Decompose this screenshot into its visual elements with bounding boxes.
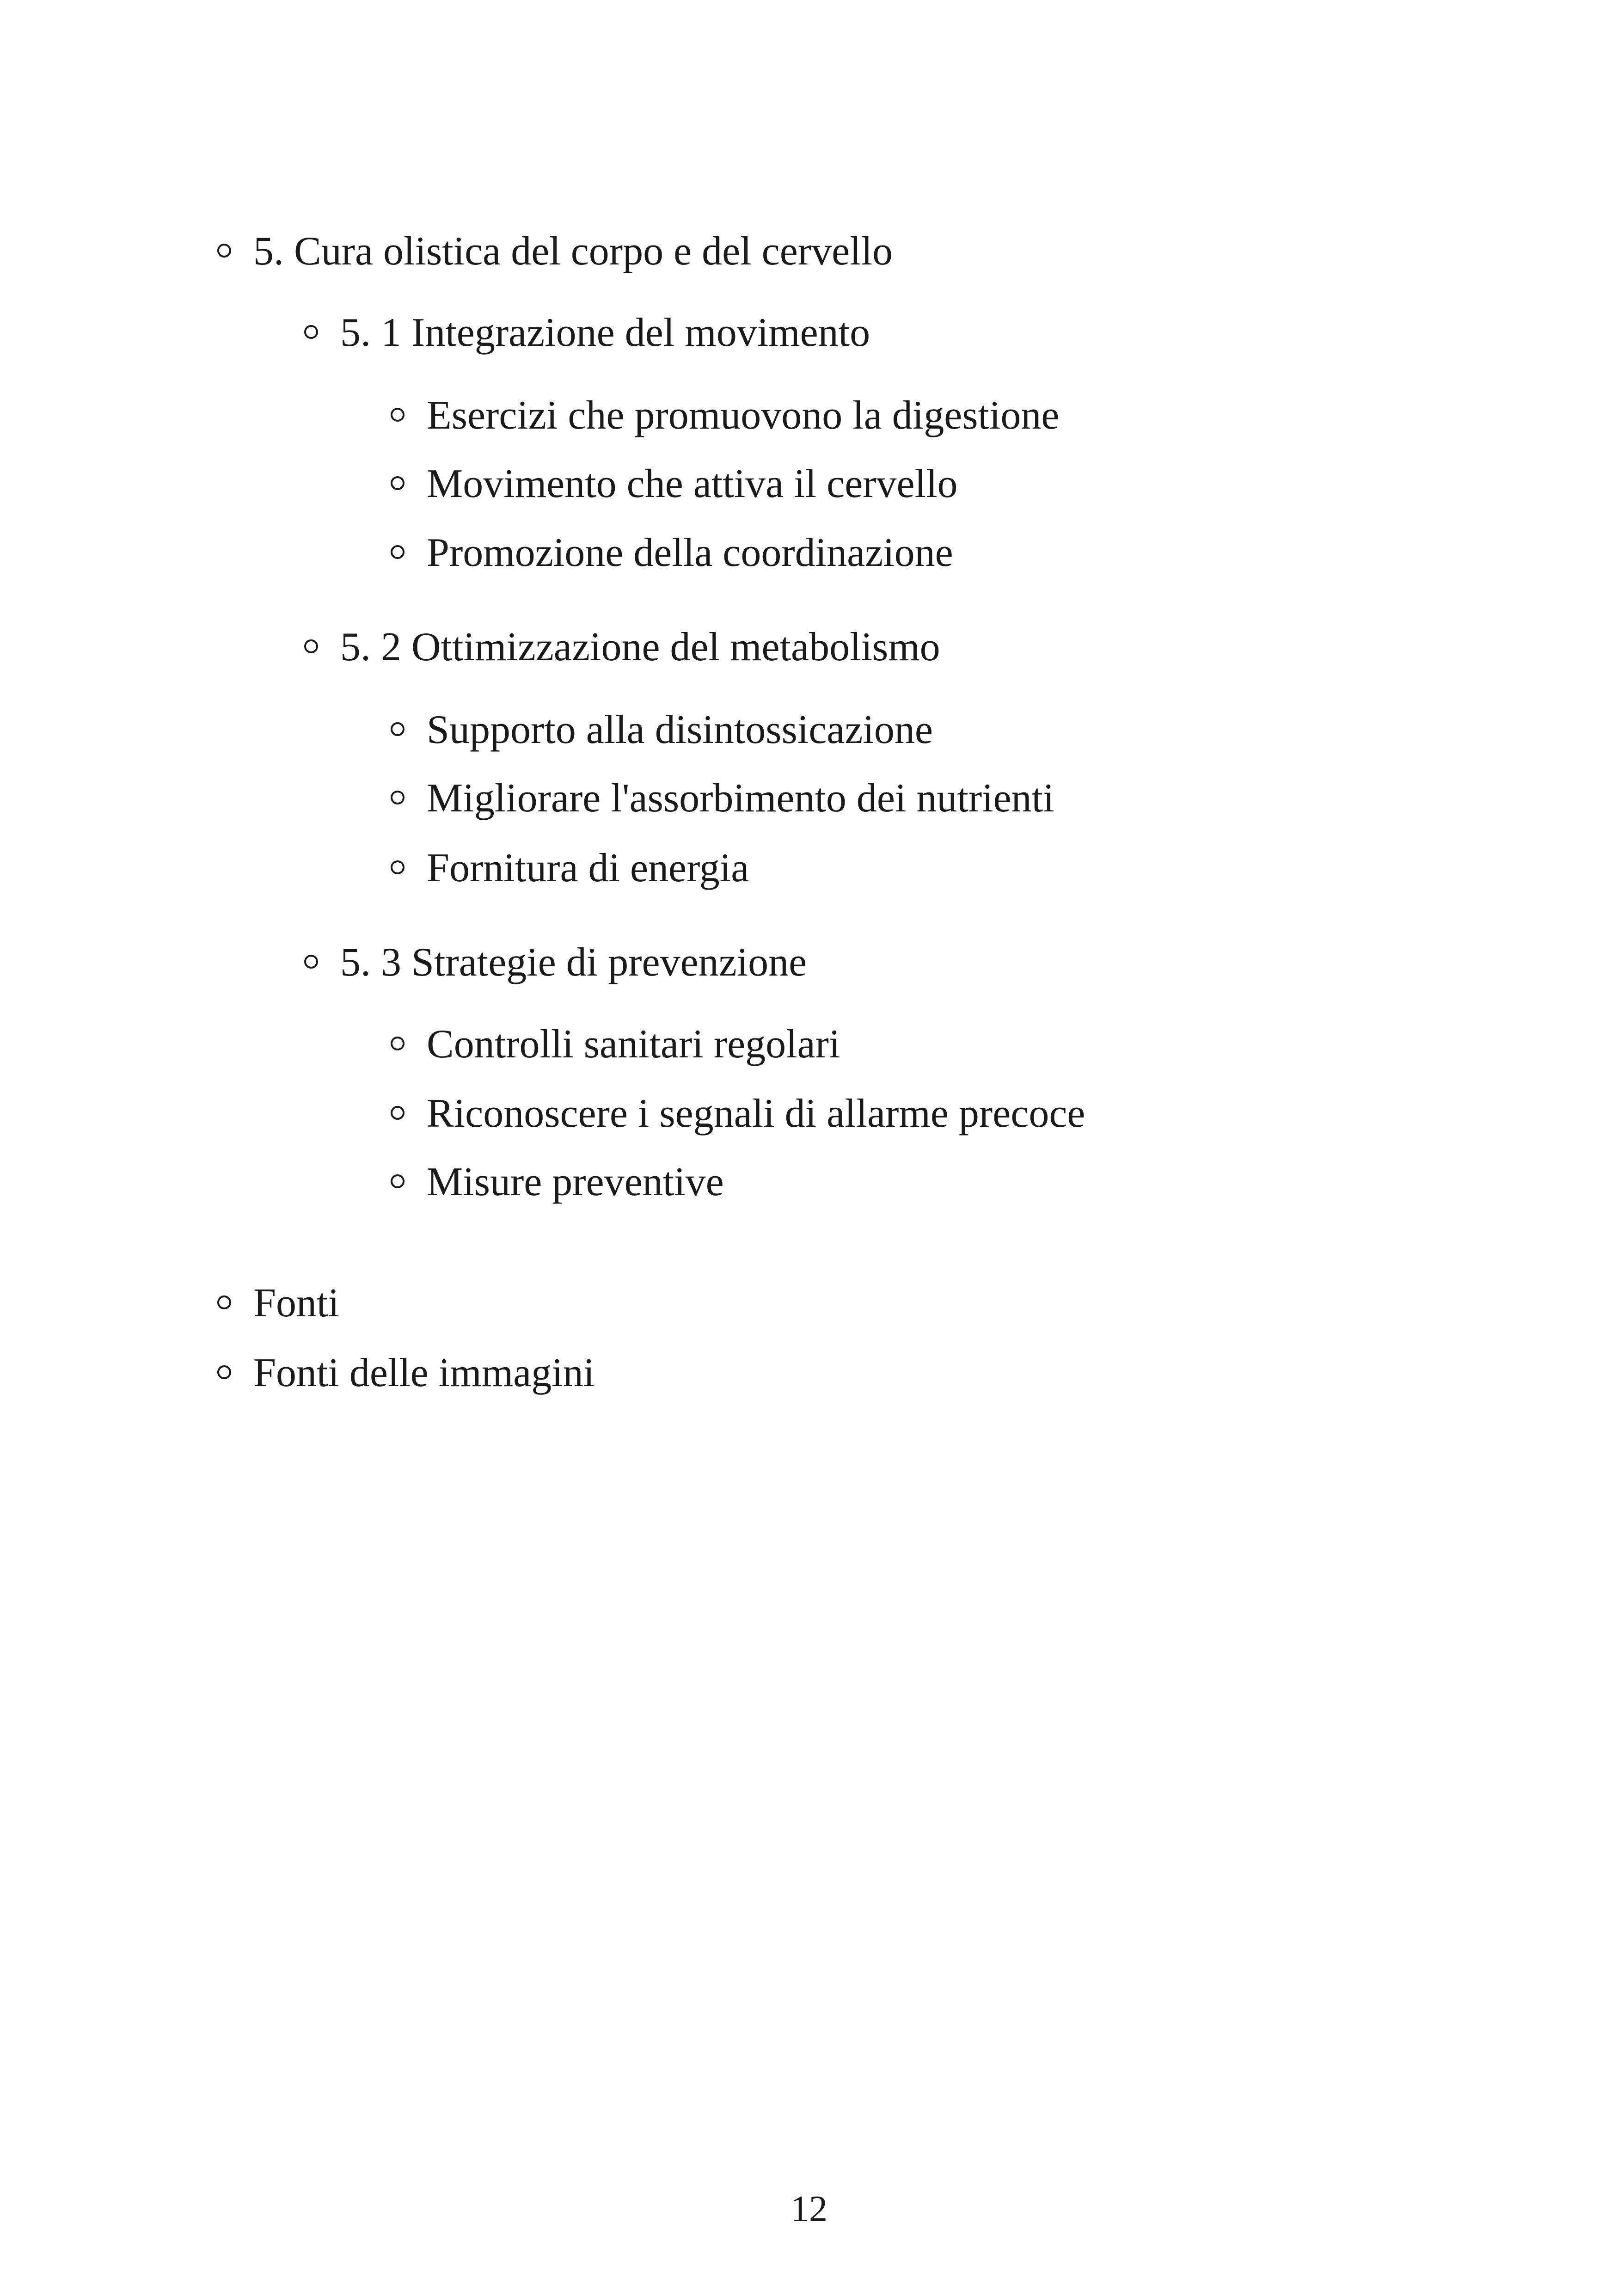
- toc-entry-label: 5. 1 Integrazione del movimento: [340, 310, 870, 355]
- toc-entry-section-5[interactable]: [217, 231, 893, 272]
- toc-entry-label: Riconoscere i segnali di allarme precoce: [427, 1091, 1085, 1136]
- toc-entry-section-5-3[interactable]: [304, 942, 807, 983]
- toc-entry-label: Movimento che attiva il cervello: [427, 461, 958, 506]
- toc-entry-sources[interactable]: [217, 1283, 339, 1324]
- circle-bullet-icon: [391, 1174, 404, 1188]
- toc-entry-label: Controlli sanitari regolari: [427, 1022, 840, 1067]
- circle-bullet-icon: [304, 325, 318, 339]
- circle-bullet-icon: [391, 860, 404, 874]
- toc-entry-label: Fonti delle immagini: [253, 1351, 595, 1395]
- circle-bullet-icon: [217, 1365, 231, 1379]
- toc-entry-label: 5. 2 Ottimizzazione del metabolismo: [340, 625, 940, 669]
- toc-entry-image-sources[interactable]: [217, 1353, 594, 1394]
- circle-bullet-icon: [391, 545, 404, 559]
- toc-entry-item[interactable]: [391, 848, 749, 889]
- circle-bullet-icon: [217, 244, 231, 258]
- toc-entry-label: 5. 3 Strategie di prevenzione: [340, 940, 807, 985]
- toc-entry-item[interactable]: [391, 1162, 724, 1203]
- toc-entry-section-5-1[interactable]: [304, 310, 870, 355]
- circle-bullet-icon: [217, 1295, 231, 1309]
- toc-entry-label: Supporto alla disintossicazione: [427, 707, 933, 752]
- toc-entry-item[interactable]: [391, 461, 958, 506]
- circle-bullet-icon: [391, 1106, 404, 1120]
- toc-entry-item[interactable]: [391, 530, 953, 575]
- toc-entry-label: Esercizi che promuovono la digestione: [427, 393, 1060, 438]
- toc-entry-item[interactable]: [391, 1093, 1085, 1134]
- circle-bullet-icon: [391, 722, 404, 736]
- toc-entry-label: Promozione della coordinazione: [427, 530, 953, 575]
- toc-entry-label: 5. Cura olistica del corpo e del cervello: [253, 229, 893, 274]
- circle-bullet-icon: [391, 791, 404, 804]
- circle-bullet-icon: [391, 408, 404, 422]
- toc-entry-label: Migliorare l'assorbimento dei nutrienti: [427, 776, 1054, 821]
- toc-entry-item[interactable]: [391, 778, 1054, 819]
- circle-bullet-icon: [391, 476, 404, 490]
- circle-bullet-icon: [304, 639, 318, 653]
- page-number: 12: [791, 2189, 827, 2229]
- toc-entry-label: Fornitura di energia: [427, 846, 749, 890]
- toc-entry-label: Misure preventive: [427, 1160, 724, 1204]
- toc-entry-item[interactable]: [391, 395, 1059, 436]
- toc-entry-item[interactable]: [391, 1024, 840, 1065]
- toc-entry-item[interactable]: [391, 707, 933, 752]
- toc-entry-section-5-2[interactable]: [304, 627, 940, 668]
- circle-bullet-icon: [391, 1037, 404, 1050]
- circle-bullet-icon: [304, 955, 318, 969]
- toc-entry-label: Fonti: [253, 1281, 339, 1326]
